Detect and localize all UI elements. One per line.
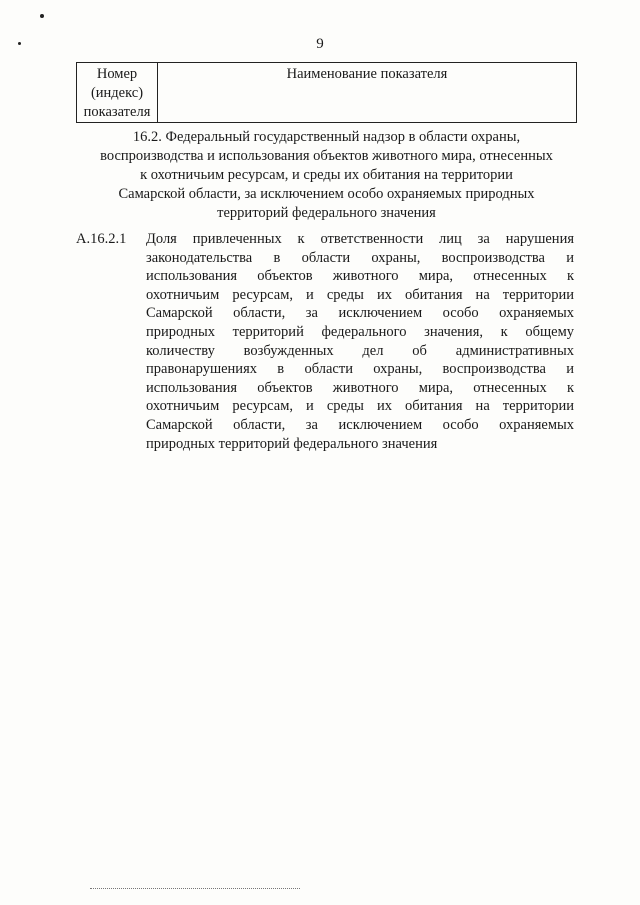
section-title-line: Самарской области, за исключением особо охраняемых природных	[118, 186, 535, 202]
section-title	[76, 128, 577, 223]
indicator-line: Доля привлеченных к ответственности лиц за нарушения	[146, 231, 574, 247]
scan-noise	[90, 888, 300, 891]
indicator-line: Самарской области, за исключением особо охраняемых	[146, 305, 574, 322]
indicator-line: Самарской области, за исключением особо охраняемых	[146, 416, 574, 433]
indicator-line: охотничьим ресурсам, и среды их обитания на территории	[146, 286, 574, 303]
header-col-name: Наименование показателя	[158, 63, 577, 123]
indicator-line: охотничьим ресурсам, и среды их обитания на территории	[146, 398, 574, 415]
indicator-line: законодательства в области охраны, воспроизводства и	[146, 249, 574, 266]
indicator-line: использования объектов животного мира, отнесенных к	[146, 268, 574, 285]
header-table	[76, 62, 577, 123]
indicator-line: природных территорий федерального значения	[146, 435, 438, 452]
indicator-code: А.16.2.1	[76, 231, 127, 247]
header-col-number-line: (индекс)	[90, 85, 144, 101]
section-title-line: воспроизводства и использования объектов животного мира, отнесенных	[100, 148, 553, 164]
header-col-number-line: Номер	[96, 66, 138, 82]
header-col-number	[77, 63, 158, 123]
indicator-line: природных территорий федерального значения, к общему	[146, 323, 574, 340]
indicator-line: правонарушениях в области охраны, воспроизводства и	[146, 361, 574, 378]
header-col-number-line: показателя	[83, 104, 151, 120]
indicator-description	[146, 230, 574, 453]
scan-mark-top	[40, 14, 44, 18]
section-title-line: территорий федерального значения	[217, 205, 436, 221]
section-title-line: 16.2. Федеральный государственный надзор в области охраны,	[132, 129, 521, 145]
indicator-line: использования объектов животного мира, отнесенных к	[146, 379, 574, 396]
section-title-line: к охотничьим ресурсам, и среды их обитания на территории	[140, 167, 513, 183]
indicator-line: количеству возбужденных дел об административных	[146, 342, 574, 359]
page-number: 9	[316, 36, 324, 52]
